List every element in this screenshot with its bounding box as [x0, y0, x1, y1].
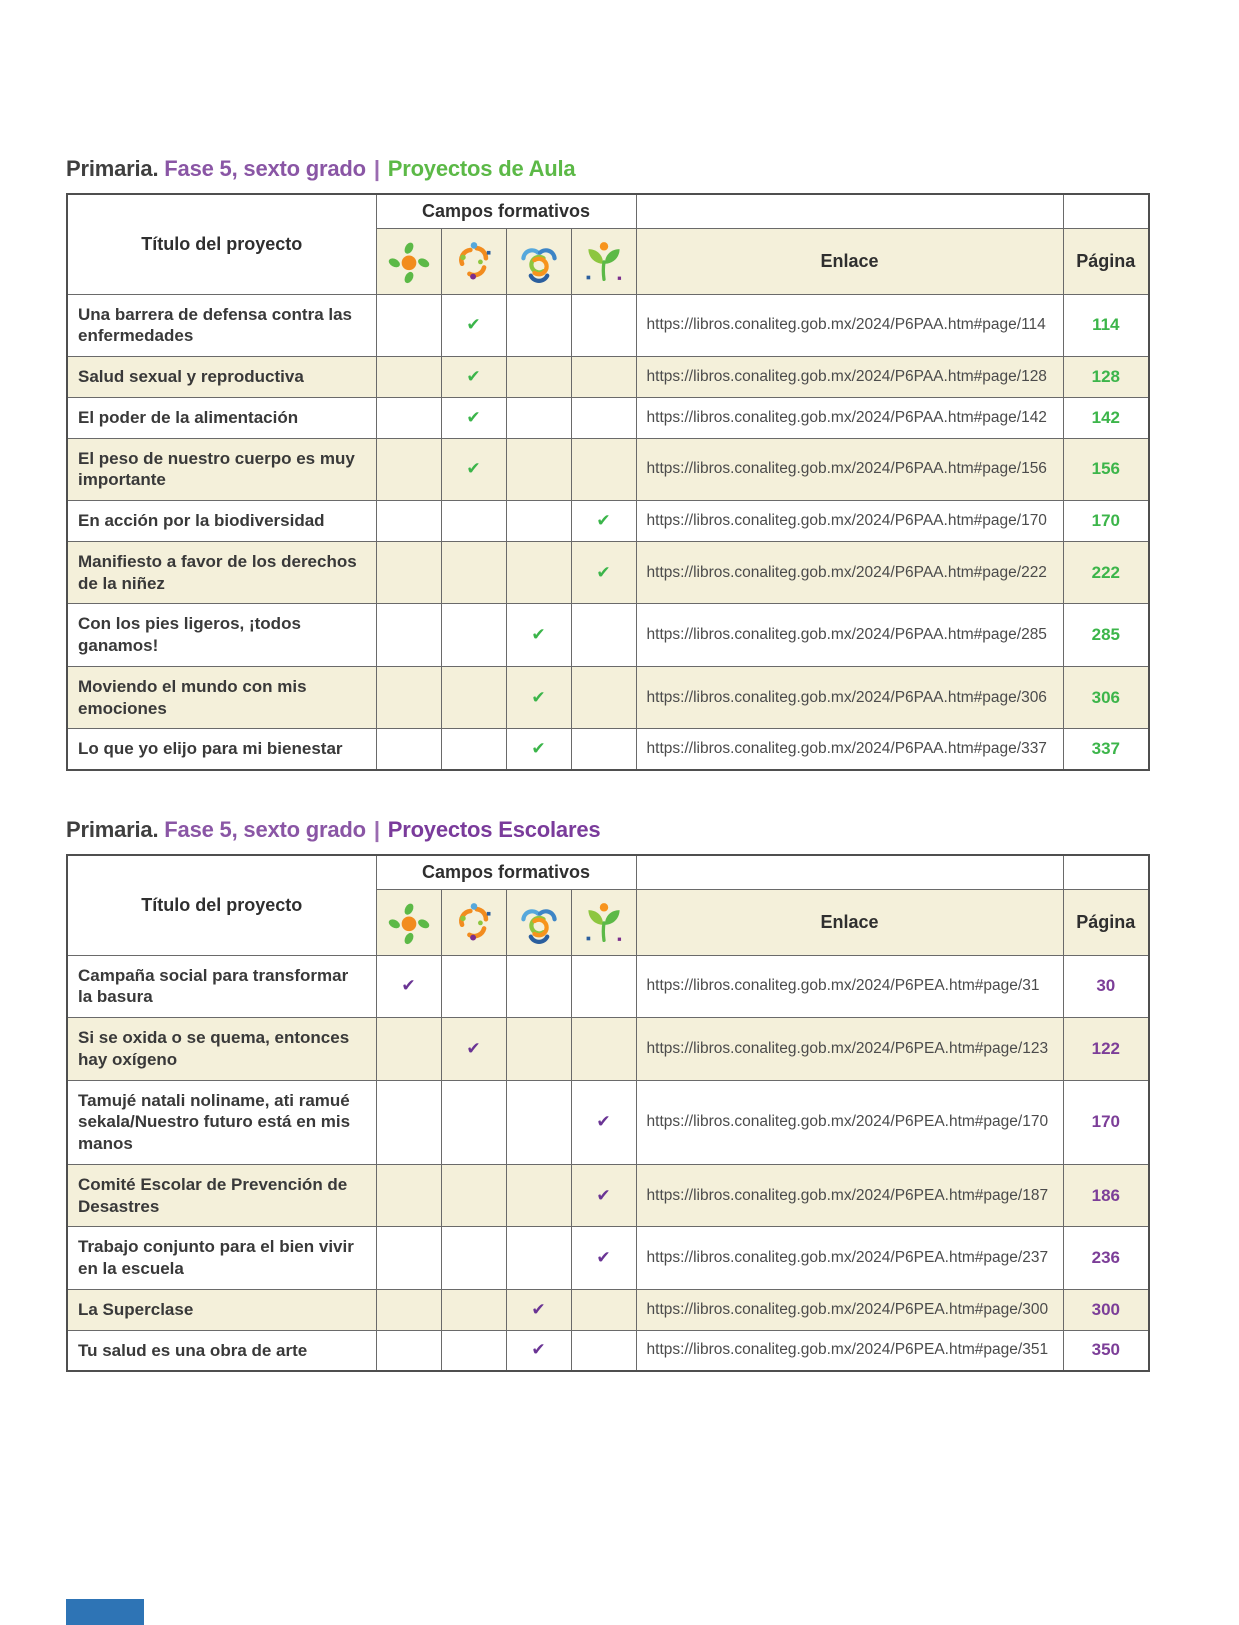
checkmark-icon: ✔ — [466, 407, 481, 428]
enlace-url[interactable]: https://libros.conaliteg.gob.mx/2024/P6PEA.htm#page/187 — [646, 1186, 1049, 1204]
checkmark-icon: ✔ — [531, 1340, 546, 1361]
table-row — [67, 357, 1149, 398]
enlace-cell — [636, 397, 1063, 438]
campo-check-cell-checked — [571, 1227, 636, 1290]
campo-check-cell — [506, 294, 571, 357]
campo-check-cell — [441, 666, 506, 729]
saberes-cientifico-icon — [452, 899, 496, 945]
checkmark-icon: ✔ — [531, 625, 546, 645]
enlace-url[interactable]: https://libros.conaliteg.gob.mx/2024/P6PEA.htm#page/237 — [646, 1249, 1049, 1266]
page-number: 337 — [1063, 729, 1149, 770]
campo-check-cell — [376, 1330, 441, 1371]
campo-check-cell-checked — [506, 1330, 571, 1371]
page-number: 30 — [1063, 955, 1149, 1018]
campo-check-cell-checked — [441, 357, 506, 398]
enlace-url[interactable]: https://libros.conaliteg.gob.mx/2024/P6PAA.htm#page/306 — [646, 688, 1047, 706]
campo-check-cell — [571, 729, 636, 770]
campo-icon-cell — [571, 889, 636, 955]
page-number: 300 — [1063, 1289, 1149, 1330]
campo-check-cell-checked — [376, 955, 441, 1018]
project-title: Una barrera de defensa contra las enfermedades — [67, 294, 376, 357]
project-title: Campaña social para transformar la basura — [67, 955, 376, 1018]
campo-check-cell — [441, 955, 506, 1018]
humano-comunitario-icon — [582, 899, 626, 945]
campo-check-cell — [571, 357, 636, 398]
campo-check-cell — [506, 1227, 571, 1290]
enlace-url[interactable]: https://libros.conaliteg.gob.mx/2024/P6PAA.htm#page/337 — [646, 740, 1047, 758]
enlace-cell — [636, 729, 1063, 770]
project-title: Tamujé natali noliname, ati ramué sekala/Nuestro futuro está en mis manos — [67, 1080, 376, 1164]
campo-check-cell — [506, 1018, 571, 1081]
title-level: Primaria. — [66, 156, 159, 181]
page-number: 285 — [1063, 604, 1149, 667]
campo-check-cell-checked — [571, 1080, 636, 1164]
enlace-url[interactable]: https://libros.conaliteg.gob.mx/2024/P6PAA.htm#page/222 — [646, 563, 1047, 581]
enlace-url[interactable]: https://libros.conaliteg.gob.mx/2024/P6PAA.htm#page/170 — [646, 511, 1047, 529]
projects-table-escolares — [66, 854, 1150, 1372]
campo-check-cell — [571, 1330, 636, 1371]
campo-icon-cell — [571, 228, 636, 294]
campo-check-cell — [571, 604, 636, 667]
campo-icon-cell — [506, 228, 571, 294]
campo-check-cell — [571, 397, 636, 438]
checkmark-icon: ✔ — [596, 1185, 611, 1206]
enlace-url[interactable]: https://libros.conaliteg.gob.mx/2024/P6PEA.htm#page/300 — [646, 1300, 1049, 1318]
page-number: 128 — [1063, 357, 1149, 398]
section-title — [66, 156, 1148, 182]
checkmark-icon: ✔ — [531, 687, 546, 708]
title-level: Primaria. — [66, 817, 159, 842]
enlace-cell — [636, 541, 1063, 604]
header-spacer-enlace — [636, 855, 1063, 889]
table-row — [67, 729, 1149, 770]
table-body — [67, 294, 1149, 770]
checkmark-icon: ✔ — [531, 1299, 546, 1320]
campo-check-cell-checked — [441, 397, 506, 438]
enlace-cell — [636, 955, 1063, 1018]
campo-check-cell — [376, 1227, 441, 1290]
table-row — [67, 666, 1149, 729]
table-row — [67, 1330, 1149, 1371]
campo-check-cell — [441, 501, 506, 542]
campo-check-cell-checked — [506, 604, 571, 667]
campo-check-cell — [376, 501, 441, 542]
table-row — [67, 294, 1149, 357]
project-title: Lo que yo elijo para mi bienestar — [67, 729, 376, 770]
project-title: Trabajo conjunto para el bien vivir en la escuela — [67, 1227, 376, 1290]
campo-check-cell-checked — [506, 1289, 571, 1330]
campo-check-cell — [506, 955, 571, 1018]
enlace-url[interactable]: https://libros.conaliteg.gob.mx/2024/P6PAA.htm#page/114 — [646, 316, 1046, 334]
page-number: 122 — [1063, 1018, 1149, 1081]
table-header — [67, 194, 1149, 294]
table-row — [67, 1018, 1149, 1081]
campo-check-cell — [571, 955, 636, 1018]
page-number: 186 — [1063, 1164, 1149, 1227]
page-number: 222 — [1063, 541, 1149, 604]
enlace-cell — [636, 294, 1063, 357]
table-row — [67, 1164, 1149, 1227]
project-title: Comité Escolar de Prevención de Desastres — [67, 1164, 376, 1227]
enlace-url[interactable]: https://libros.conaliteg.gob.mx/2024/P6PAA.htm#page/142 — [646, 408, 1047, 426]
column-header-campos-formativos: Campos formativos — [376, 855, 636, 889]
campo-check-cell — [376, 397, 441, 438]
campo-check-cell — [376, 1018, 441, 1081]
enlace-url[interactable]: https://libros.conaliteg.gob.mx/2024/P6PEA.htm#page/351 — [646, 1341, 1049, 1359]
campo-icon-cell — [441, 889, 506, 955]
page-number: 306 — [1063, 666, 1149, 729]
table-row — [67, 955, 1149, 1018]
campo-check-cell — [506, 1164, 571, 1227]
column-header-campos-formativos: Campos formativos — [376, 194, 636, 228]
checkmark-icon: ✔ — [596, 510, 611, 531]
projects-table-aula — [66, 193, 1150, 771]
campo-check-cell — [441, 1289, 506, 1330]
enlace-cell — [636, 1289, 1063, 1330]
campo-icon-cell — [441, 228, 506, 294]
campo-check-cell-checked — [571, 541, 636, 604]
column-header-pagina: Página — [1063, 228, 1149, 294]
enlace-url[interactable]: https://libros.conaliteg.gob.mx/2024/P6PAA.htm#page/285 — [646, 626, 1047, 643]
campo-check-cell-checked — [571, 1164, 636, 1227]
campo-check-cell — [506, 1080, 571, 1164]
project-title: Con los pies ligeros, ¡todos ganamos! — [67, 604, 376, 667]
campo-check-cell — [571, 1018, 636, 1081]
enlace-cell — [636, 438, 1063, 501]
campo-check-cell — [506, 501, 571, 542]
lenguajes-pinwheel-icon — [387, 899, 431, 945]
enlace-cell — [636, 1164, 1063, 1227]
campo-check-cell-checked — [441, 438, 506, 501]
header-spacer-pagina — [1063, 194, 1149, 228]
column-header-titulo: Título del proyecto — [67, 855, 376, 955]
page-number: 236 — [1063, 1227, 1149, 1290]
checkmark-icon: ✔ — [596, 1112, 611, 1133]
campo-icon-cell — [376, 228, 441, 294]
campo-check-cell-checked — [441, 1018, 506, 1081]
campo-check-cell-checked — [571, 501, 636, 542]
checkmark-icon: ✔ — [466, 459, 481, 480]
enlace-url[interactable]: https://libros.conaliteg.gob.mx/2024/P6PEA.htm#page/123 — [646, 1039, 1049, 1057]
campo-check-cell — [571, 294, 636, 357]
enlace-cell — [636, 1227, 1063, 1290]
column-header-enlace: Enlace — [636, 889, 1063, 955]
checkmark-icon: ✔ — [466, 1038, 481, 1059]
header-spacer-enlace — [636, 194, 1063, 228]
campo-check-cell — [571, 438, 636, 501]
campo-check-cell — [376, 357, 441, 398]
title-phase: Fase 5, sexto grado — [164, 156, 366, 181]
section-proyectos-de-aula — [66, 156, 1148, 771]
checkmark-icon: ✔ — [596, 562, 611, 583]
page-number: 114 — [1063, 294, 1149, 357]
table-row — [67, 501, 1149, 542]
table-row — [67, 1289, 1149, 1330]
table-row — [67, 604, 1149, 667]
etica-sociedades-icon — [517, 899, 561, 945]
checkmark-icon: ✔ — [531, 739, 546, 760]
project-title: Moviendo el mundo con mis emociones — [67, 666, 376, 729]
checkmark-icon: ✔ — [466, 315, 481, 336]
page-number: 350 — [1063, 1330, 1149, 1371]
campo-check-cell — [376, 666, 441, 729]
table-row — [67, 541, 1149, 604]
project-title: La Superclase — [67, 1289, 376, 1330]
campo-check-cell — [376, 1164, 441, 1227]
enlace-cell — [636, 501, 1063, 542]
campo-check-cell — [571, 1289, 636, 1330]
title-section-name: Proyectos de Aula — [387, 156, 576, 181]
campo-check-cell-checked — [441, 294, 506, 357]
header-spacer-pagina — [1063, 855, 1149, 889]
table-row — [67, 1227, 1149, 1290]
table-row — [67, 438, 1149, 501]
checkmark-icon: ✔ — [466, 366, 481, 387]
campo-check-cell — [376, 1080, 441, 1164]
page-number: 170 — [1063, 1080, 1149, 1164]
enlace-cell — [636, 604, 1063, 667]
title-separator: | — [373, 817, 380, 842]
project-title: El poder de la alimentación — [67, 397, 376, 438]
column-header-enlace: Enlace — [636, 228, 1063, 294]
section-proyectos-escolares — [66, 817, 1148, 1372]
campo-check-cell — [441, 1164, 506, 1227]
campo-check-cell — [441, 1080, 506, 1164]
page-number: 170 — [1063, 501, 1149, 542]
campo-icon-cell — [506, 889, 571, 955]
page-number: 142 — [1063, 397, 1149, 438]
campo-icon-cell — [376, 889, 441, 955]
saberes-cientifico-icon — [452, 238, 496, 284]
table-row — [67, 397, 1149, 438]
campo-check-cell — [376, 438, 441, 501]
enlace-url[interactable]: https://libros.conaliteg.gob.mx/2024/P6PEA.htm#page/31 — [646, 977, 1040, 995]
page-number: 156 — [1063, 438, 1149, 501]
lenguajes-pinwheel-icon — [387, 238, 431, 284]
campo-check-cell — [441, 1330, 506, 1371]
title-separator: | — [373, 156, 380, 181]
enlace-cell — [636, 1080, 1063, 1164]
campo-check-cell — [376, 294, 441, 357]
humano-comunitario-icon — [582, 238, 626, 284]
campo-check-cell — [376, 604, 441, 667]
enlace-url[interactable]: https://libros.conaliteg.gob.mx/2024/P6PAA.htm#page/128 — [646, 367, 1047, 385]
campo-check-cell — [376, 541, 441, 604]
table-body — [67, 955, 1149, 1371]
table-header — [67, 855, 1149, 955]
project-title: Manifiesto a favor de los derechos de la niñez — [67, 541, 376, 604]
campo-check-cell — [441, 541, 506, 604]
enlace-url[interactable]: https://libros.conaliteg.gob.mx/2024/P6PEA.htm#page/170 — [646, 1113, 1049, 1131]
campo-check-cell — [506, 438, 571, 501]
project-title: El peso de nuestro cuerpo es muy importante — [67, 438, 376, 501]
campo-check-cell — [571, 666, 636, 729]
campo-check-cell — [506, 397, 571, 438]
table-row — [67, 1080, 1149, 1164]
checkmark-icon: ✔ — [596, 1248, 611, 1268]
section-title — [66, 817, 1148, 843]
column-header-pagina: Página — [1063, 889, 1149, 955]
enlace-cell — [636, 666, 1063, 729]
column-header-titulo: Título del proyecto — [67, 194, 376, 294]
campo-check-cell — [506, 357, 571, 398]
campo-check-cell — [441, 604, 506, 667]
campo-check-cell-checked — [506, 666, 571, 729]
title-phase: Fase 5, sexto grado — [164, 817, 366, 842]
etica-sociedades-icon — [517, 238, 561, 284]
campo-check-cell — [376, 729, 441, 770]
campo-check-cell — [506, 541, 571, 604]
project-title: Si se oxida o se quema, entonces hay oxígeno — [67, 1018, 376, 1081]
enlace-cell — [636, 1018, 1063, 1081]
campo-check-cell — [441, 729, 506, 770]
checkmark-icon: ✔ — [401, 976, 416, 997]
project-title: En acción por la biodiversidad — [67, 501, 376, 542]
campo-check-cell — [441, 1227, 506, 1290]
campo-check-cell-checked — [506, 729, 571, 770]
title-section-name: Proyectos Escolares — [387, 817, 601, 842]
enlace-cell — [636, 1330, 1063, 1371]
next-table-corner — [66, 1599, 144, 1625]
project-title: Tu salud es una obra de arte — [67, 1330, 376, 1371]
enlace-cell — [636, 357, 1063, 398]
enlace-url[interactable]: https://libros.conaliteg.gob.mx/2024/P6PAA.htm#page/156 — [646, 460, 1047, 478]
project-title: Salud sexual y reproductiva — [67, 357, 376, 398]
campo-check-cell — [376, 1289, 441, 1330]
